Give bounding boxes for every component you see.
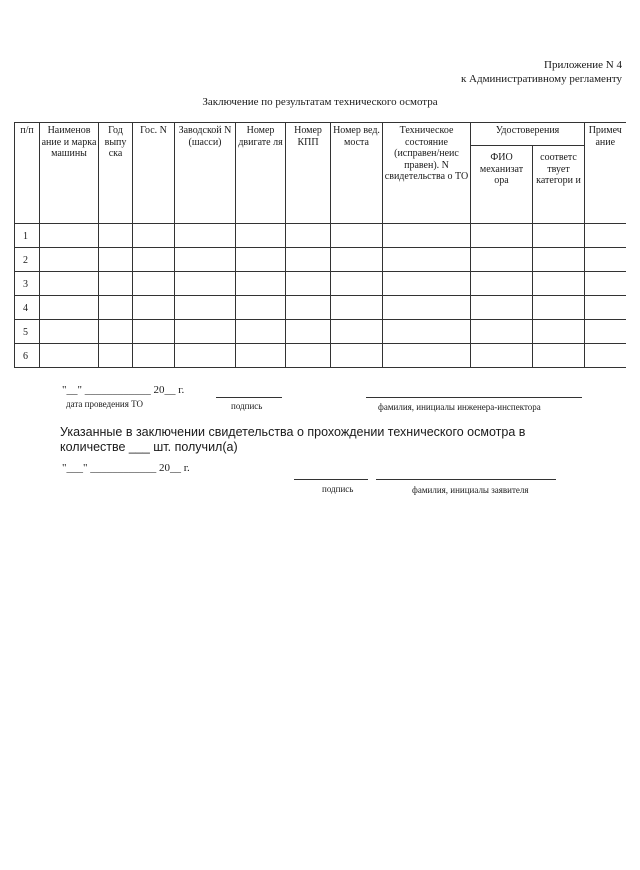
col-header-operator-name: ФИО механизат ора — [471, 146, 533, 224]
row-number: 3 — [15, 272, 40, 296]
col-header-tech-state: Техническое состояние (исправен/неис правен). N свидетельства о ТО — [383, 123, 471, 224]
row-number: 2 — [15, 248, 40, 272]
inspection-date-caption: дата проведения ТО — [66, 399, 143, 409]
col-header-num: п/п — [15, 123, 40, 224]
table-row — [15, 224, 626, 248]
applicant-name-caption: фамилия, инициалы заявителя — [412, 485, 529, 495]
col-header-machine-name: Наименов ание и марка машины — [40, 123, 99, 224]
applicant-signature-line[interactable] — [294, 479, 368, 480]
appendix-reference: к Административному регламенту — [460, 73, 622, 85]
col-header-year: Год выпу ска — [99, 123, 133, 224]
inspector-name-caption: фамилия, инициалы инженера-инспектора — [378, 402, 541, 412]
applicant-name-line[interactable] — [376, 479, 556, 480]
inspector-name-line[interactable] — [366, 397, 582, 398]
col-header-engine-number: Номер двигате ля — [236, 123, 286, 224]
col-header-category-match: соответс твует категори и — [533, 146, 585, 224]
col-header-factory-number: Заводской N (шасси) — [175, 123, 236, 224]
col-header-axle-number: Номер вед. моста — [331, 123, 383, 224]
signature-caption: подпись — [231, 401, 263, 411]
appendix-number: Приложение N 4 — [544, 59, 622, 71]
table-row — [15, 320, 626, 344]
col-header-certificates: Удостоверения — [471, 123, 585, 146]
document-title: Заключение по результатам технического осмотра — [202, 96, 438, 108]
table-row — [15, 344, 626, 368]
receipt-date-field[interactable]: "___" ____________ 20__ г. — [62, 462, 190, 474]
row-number: 4 — [15, 296, 40, 320]
row-number: 6 — [15, 344, 40, 368]
receipt-statement-line: количестве ___ шт. получил(а) — [60, 440, 238, 454]
inspection-date-field[interactable]: "__" ____________ 20__ г. — [62, 384, 185, 396]
col-header-kpp-number: Номер КПП — [286, 123, 331, 224]
signature-line[interactable] — [216, 397, 282, 398]
receipt-statement — [60, 425, 525, 455]
table-row — [15, 248, 626, 272]
receipt-statement-line: Указанные в заключении свидетельства о прохождении технического осмотра в — [60, 425, 526, 439]
table-row — [15, 272, 626, 296]
applicant-signature-caption: подпись — [322, 484, 354, 494]
row-number: 1 — [15, 224, 40, 248]
row-number: 5 — [15, 320, 40, 344]
inspection-table — [14, 122, 626, 368]
col-header-note: Примеч ание — [585, 123, 626, 224]
appendix-label — [461, 58, 622, 86]
table-row — [15, 296, 626, 320]
col-header-gos-number: Гос. N — [133, 123, 175, 224]
